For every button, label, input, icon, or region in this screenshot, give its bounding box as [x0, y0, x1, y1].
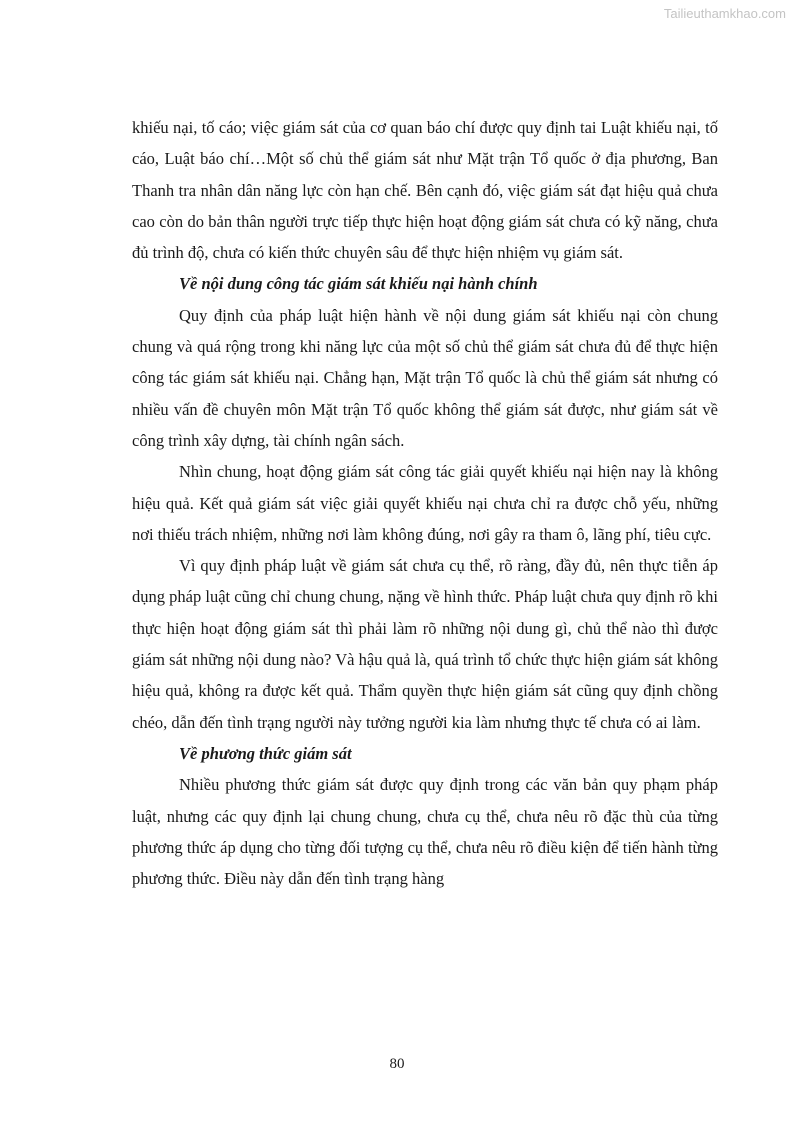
page-number: 80	[389, 1056, 405, 1072]
body-paragraph: Quy định của pháp luật hiện hành về nội dung giám sát khiếu nại còn chung chung và quá rộng trong khi năng lực của một số chủ thể giám sát chưa đủ để thực hiện công tác giám sát khiếu nại. Chẳng hạn, Mặt trận Tổ quốc là chủ thể giám sát nhưng có nhiều vấn đề chuyên môn Mặt trận Tổ quốc không thể giám sát được, như giám sát về công trình xây dựng, tài chính ngân sách.	[132, 305, 718, 450]
watermark-text: Tailieuthamkhao.com	[663, 6, 786, 21]
page-body	[132, 112, 718, 894]
body-paragraph: Nhìn chung, hoạt động giám sát công tác giải quyết khiếu nại hiện nay là không hiệu quả. Kết quả giám sát việc giải quyết khiếu nại chưa chỉ ra được chỗ yếu, những nơi thiếu trách nhiệm, những nơi làm không đúng, nơi gây ra tham ô, lãng phí, tiêu cực.	[132, 462, 718, 544]
body-paragraph: Nhiều phương thức giám sát được quy định trong các văn bản quy phạm pháp luật, nhưng các quy định lại chung chung, chưa cụ thể, chưa nêu rõ đặc thù của từng phương thức áp dụng cho từng đối tượng cụ thể, chưa nêu rõ điều kiện để tiến hành từng phương thức. Điều này dẫn đến tình trạng hàng	[132, 775, 718, 889]
section-heading: Về phương thức giám sát	[179, 743, 352, 763]
body-paragraph: Vì quy định pháp luật về giám sát chưa cụ thể, rõ ràng, đầy đủ, nên thực tiễn áp dụng pháp luật cũng chỉ chung chung, nặng về hình thức. Pháp luật chưa quy định rõ khi thực hiện hoạt động giám sát thì phải làm rõ những nội dung gì, chủ thể nào thì được giám sát những nội dung nào? Và hậu quả là, quá trình tổ chức thực hiện giám sát không hiệu quả, không ra được kết quả. Thẩm quyền thực hiện giám sát cũng quy định chồng chéo, dẫn đến tình trạng người này tưởng người kia làm nhưng thực tế chưa có ai làm.	[132, 556, 718, 732]
section-heading: Về nội dung công tác giám sát khiếu nại hành chính	[179, 274, 538, 294]
body-paragraph: khiếu nại, tố cáo; việc giám sát của cơ quan báo chí được quy định tai Luật khiếu nại, tố cáo, Luật báo chí…Một số chủ thể giám sát như Mặt trận Tổ quốc ở địa phương, Ban Thanh tra nhân dân năng lực còn hạn chế. Bên cạnh đó, việc giám sát đạt hiệu quả chưa cao còn do bản thân người trực tiếp thực hiện hoạt động giám sát chưa có kỹ năng, chưa đủ trình độ, chưa có kiến thức chuyên sâu để thực hiện nhiệm vụ giám sát.	[132, 118, 718, 263]
